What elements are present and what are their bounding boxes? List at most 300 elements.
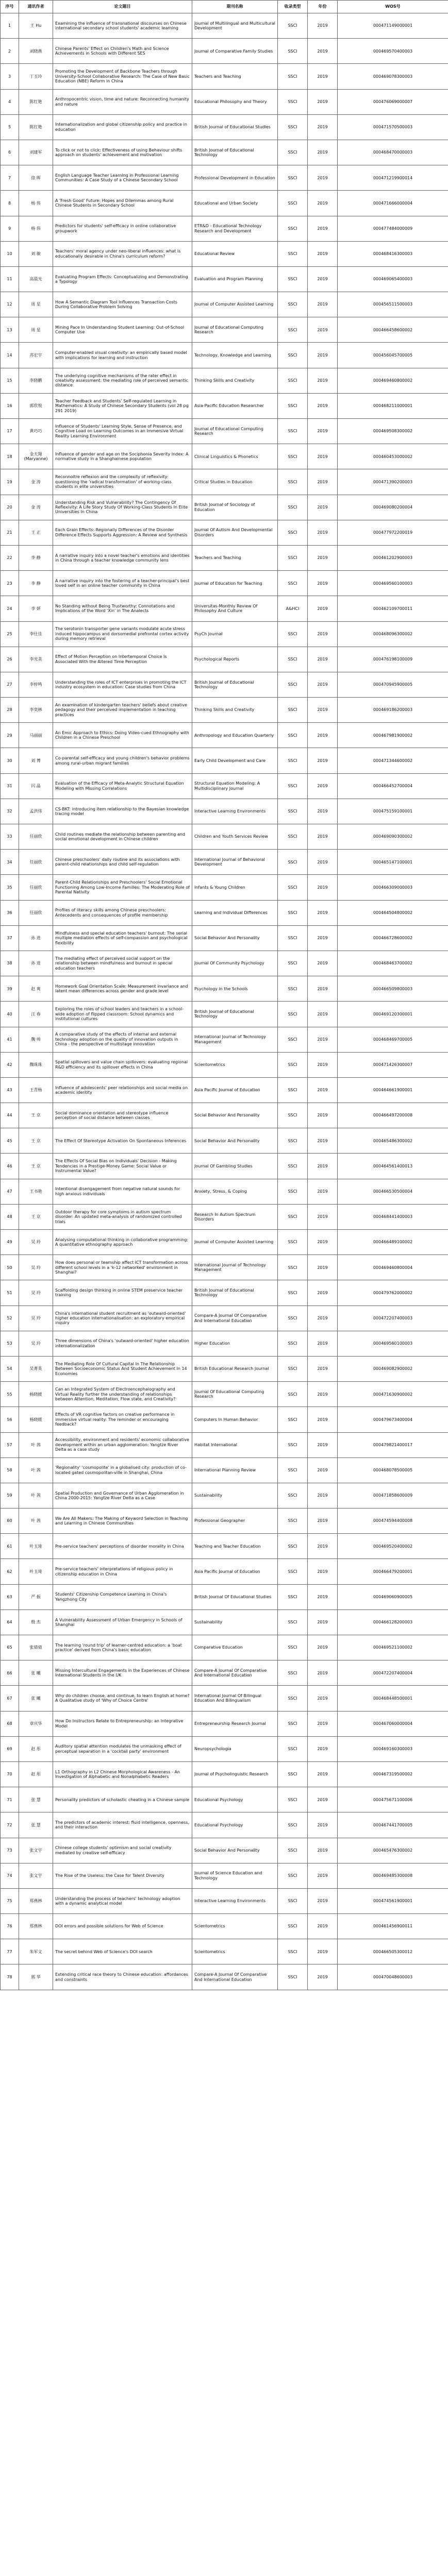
cell-no: 8: [1, 191, 19, 216]
cell-no: 9: [1, 216, 19, 241]
cell-year: 2019: [308, 1280, 338, 1306]
cell-journal: Journal of Psycholinguistic Research: [192, 1761, 278, 1787]
table-row: [1, 140, 448, 165]
cell-index: SSCI: [278, 495, 308, 520]
cell-journal: Professional Geographer: [192, 1509, 278, 1534]
cell-index: SSCI: [278, 191, 308, 216]
table-row: [1, 89, 448, 114]
table-row: [1, 1736, 448, 1761]
cell-wos: 000465486300002: [338, 1128, 448, 1154]
cell-no: 14: [1, 343, 19, 368]
cell-wos: 000470945900005: [338, 672, 448, 697]
cell-year: 2019: [308, 1483, 338, 1508]
cell-title: How does personal or teamship affect ICT transformation across different school levels in a 'k-12 networked' environment in Shanghai?: [53, 1255, 192, 1280]
cell-index: SSCI: [278, 1103, 308, 1128]
cell-wos: 000469460800002: [338, 368, 448, 393]
cell-index: SSCI: [278, 925, 308, 951]
cell-title: The mediating effect of perceived social support on the relationship between mindfulness and burnout in special education teachers: [53, 951, 192, 976]
cell-journal: Asia Pacific Journal of Education: [192, 1559, 278, 1584]
cell-journal: Interactive Learning Environments: [192, 799, 278, 824]
cell-journal: Educational Philosophy and Theory: [192, 89, 278, 114]
cell-index: SSCI: [278, 444, 308, 469]
table-row: [1, 444, 448, 469]
cell-year: 2019: [308, 191, 338, 216]
cell-wos: 000471149000001: [338, 13, 448, 39]
cell-no: 1: [1, 13, 19, 39]
cell-year: 2019: [308, 1711, 338, 1736]
cell-wos: 000468470000003: [338, 140, 448, 165]
cell-title: 'Regionality' 'cosmopolite' in a globalised city: production of co-located gated cosmopolitan-ville in Shanghai, China: [53, 1458, 192, 1483]
cell-author: 张 曦: [19, 1660, 53, 1686]
cell-index: SSCI: [278, 698, 308, 723]
cell-index: SSCI: [278, 1939, 308, 1964]
cell-title: Analysing computational thinking in collaborative programming: A quantitative ethnography approach: [53, 1230, 192, 1255]
cell-index: SSCI: [278, 241, 308, 266]
cell-author: 闪 晶: [19, 773, 53, 799]
cell-wos: 000464561400013: [338, 1154, 448, 1179]
cell-year: 2019: [308, 951, 338, 976]
cell-author: 吴 玲: [19, 1306, 53, 1331]
cell-no: 61: [1, 1534, 19, 1559]
cell-author: 叶 茜: [19, 1458, 53, 1483]
cell-journal: Journal of Multilingual and Multicultural Development: [192, 13, 278, 39]
cell-year: 2019: [308, 799, 338, 824]
cell-title: A comparative study of the effects of internal and external technology adoption on the quality of innovation outputs in China - the perspective of multistage innovation: [53, 1027, 192, 1052]
cell-wos: 000469080200004: [338, 495, 448, 520]
cell-year: 2019: [308, 1534, 338, 1559]
cell-year: 2019: [308, 1863, 338, 1888]
cell-index: SSCI: [278, 1002, 308, 1027]
table-row: [1, 1635, 448, 1660]
cell-journal: Educational and Urban Society: [192, 191, 278, 216]
cell-year: 2019: [308, 89, 338, 114]
cell-title: Social dominance orientation and stereotype influence perception of social distance between classes: [53, 1103, 192, 1128]
table-row: [1, 13, 448, 39]
cell-no: 7: [1, 165, 19, 191]
cell-year: 2019: [308, 900, 338, 925]
cell-year: 2019: [308, 824, 338, 850]
cell-wos: 000477972200019: [338, 520, 448, 545]
cell-title: Pre-service teachers' interpretations of religious policy in citizenship education in China: [53, 1559, 192, 1584]
cell-index: SSCI: [278, 1534, 308, 1559]
cell-title: Chinese college students' optimism and social creativity mediated by creative self-efficacy: [53, 1838, 192, 1863]
cell-title: Each Grain Effects: Regionally Differences of the Disorder Difference Effects Supports Aggression: A Review and Synthesis: [53, 520, 192, 545]
cell-year: 2019: [308, 571, 338, 596]
cell-no: 32: [1, 799, 19, 824]
cell-journal: Teachers and Teaching: [192, 545, 278, 570]
cell-author: 孟洪伟: [19, 799, 53, 824]
cell-journal: Social Behavior And Personality: [192, 1838, 278, 1863]
cell-wos: 000468416300003: [338, 241, 448, 266]
cell-journal: Thinking Skills and Creativity: [192, 698, 278, 723]
cell-wos: 000461202900003: [338, 545, 448, 570]
table-row: [1, 1077, 448, 1103]
cell-title: The learning 'round trip' of learner-centred education: a 'boat practice' derived from China's basic education: [53, 1635, 192, 1660]
table-row: [1, 723, 448, 748]
cell-wos: 000471858600009: [338, 1483, 448, 1508]
cell-journal: Clinical Linguistics & Phonetics: [192, 444, 278, 469]
cell-year: 2019: [308, 317, 338, 343]
cell-title: Personality predictors of scholastic cheating in a Chinese sample: [53, 1787, 192, 1812]
table-row: [1, 951, 448, 976]
cell-no: 55: [1, 1382, 19, 1407]
cell-year: 2019: [308, 1154, 338, 1179]
cell-wos: 000466309000003: [338, 875, 448, 900]
cell-no: 31: [1, 773, 19, 799]
cell-author: 任丽欣: [19, 824, 53, 850]
cell-title: Understanding the roles of ICT enterprises in promoting the ICT industry ecosystem in education: Case studies from China: [53, 672, 192, 697]
cell-author: 章庆华: [19, 1711, 53, 1736]
cell-author: 王 京: [19, 1154, 53, 1179]
table-row: [1, 191, 448, 216]
cell-title: Influence of Students' Learning Style, Sense of Presence, and Cognitive Load on Learning Outcomes in an Immersive Virtual Reality Learning Environment: [53, 419, 192, 444]
cell-wos: 000475671100006: [338, 1787, 448, 1812]
table-row: [1, 1458, 448, 1483]
cell-wos: 000456511500003: [338, 292, 448, 317]
cell-wos: 000471344600002: [338, 748, 448, 773]
table-row: [1, 571, 448, 596]
cell-no: 19: [1, 469, 19, 495]
cell-no: 68: [1, 1711, 19, 1736]
cell-journal: Teaching and Teacher Education: [192, 1534, 278, 1559]
cell-author: 杨 伟: [19, 191, 53, 216]
cell-year: 2019: [308, 1812, 338, 1838]
cell-no: 45: [1, 1128, 19, 1154]
cell-year: 2019: [308, 596, 338, 621]
cell-no: 47: [1, 1179, 19, 1204]
table-row: [1, 1686, 448, 1711]
cell-title: Evaluating Program Effects: Conceptualizing and Demonstrating a Typology: [53, 266, 192, 292]
table-row: [1, 1711, 448, 1736]
cell-no: 76: [1, 1914, 19, 1939]
table-row: [1, 925, 448, 951]
cell-title: Effects of VR cognitive factors on creative performance in immersive virtual reality: The reminder or encouraging feedback?: [53, 1407, 192, 1432]
cell-no: 10: [1, 241, 19, 266]
cell-year: 2019: [308, 343, 338, 368]
cell-wos: 000471390200003: [338, 469, 448, 495]
cell-year: 2019: [308, 1964, 338, 1990]
cell-year: 2019: [308, 1761, 338, 1787]
cell-year: 2019: [308, 13, 338, 39]
cell-year: 2019: [308, 469, 338, 495]
cell-no: 24: [1, 596, 19, 621]
cell-title: Computer-enabled visual creativity: an empirically based model with implications for learning and instruction: [53, 343, 192, 368]
table-row: [1, 495, 448, 520]
cell-author: 王 正: [19, 520, 53, 545]
cell-journal: Interactive Learning Environments: [192, 1888, 278, 1913]
cell-index: SSCI: [278, 216, 308, 241]
cell-title: Can an Integrated System of Electroencephalography and Virtual Reality further the understanding of relationships between Attention, Meditation, Flow state, and Creativity?: [53, 1382, 192, 1407]
cell-no: 3: [1, 64, 19, 89]
cell-wos: 000466728600002: [338, 925, 448, 951]
cell-author: 任丽欣: [19, 850, 53, 875]
cell-author: 魏珠珠: [19, 1052, 53, 1077]
cell-year: 2019: [308, 1838, 338, 1863]
cell-author: 张 慧: [19, 1812, 53, 1838]
cell-journal: Asia Pacific Journal of Education: [192, 1077, 278, 1103]
cell-author: 孙 进: [19, 925, 53, 951]
cell-author: 张文宇: [19, 1838, 53, 1863]
table-row: [1, 1888, 448, 1913]
cell-journal: Professional Development in Education: [192, 165, 278, 191]
cell-no: 62: [1, 1559, 19, 1584]
cell-title: Scaffolding design thinking in online STEM preservice teacher training: [53, 1280, 192, 1306]
cell-journal: Journal of Comparative Family Studies: [192, 39, 278, 64]
cell-wos: 000466128200003: [338, 1609, 448, 1635]
cell-index: SSCI: [278, 1458, 308, 1483]
cell-no: 78: [1, 1964, 19, 1990]
cell-author: 吴 玲: [19, 1280, 53, 1306]
table-row: [1, 1559, 448, 1584]
cell-wos: 000469520400002: [338, 1534, 448, 1559]
table-row: [1, 621, 448, 647]
cell-index: SSCI: [278, 647, 308, 672]
table-row: [1, 343, 448, 368]
cell-index: SSCI: [278, 1559, 308, 1584]
cell-wos: 000469078300003: [338, 64, 448, 89]
cell-no: 49: [1, 1230, 19, 1255]
cell-year: 2019: [308, 1306, 338, 1331]
cell-index: SSCI: [278, 875, 308, 900]
table-row: [1, 773, 448, 799]
cell-year: 2019: [308, 444, 338, 469]
cell-author: 赵 爽: [19, 976, 53, 1002]
cell-journal: Psychology in the Schools: [192, 976, 278, 1002]
cell-index: SSCI: [278, 1838, 308, 1863]
cell-index: SSCI: [278, 1331, 308, 1356]
cell-wos: 000469560100003: [338, 1331, 448, 1356]
cell-title: Pre-service teachers' perceptions of disorder morality in China: [53, 1534, 192, 1559]
cell-year: 2019: [308, 1052, 338, 1077]
cell-no: 64: [1, 1609, 19, 1635]
cell-wos: 000479821400017: [338, 1432, 448, 1458]
cell-author: 刘 博: [19, 748, 53, 773]
table-row: [1, 292, 448, 317]
cell-index: SSCI: [278, 1280, 308, 1306]
cell-author: 汪 春: [19, 1002, 53, 1027]
cell-index: SSCI: [278, 1407, 308, 1432]
cell-author: 丁玉玲: [19, 64, 53, 89]
cell-journal: British Journal of Educational Technology: [192, 140, 278, 165]
cell-author: 王青杨: [19, 1077, 53, 1103]
cell-author: 黄巧巧: [19, 419, 53, 444]
table-row: [1, 900, 448, 925]
cell-title: Three dimensions of China's 'outward-oriented' higher education internationalization: [53, 1331, 192, 1356]
cell-journal: Compare-A Journal Of Comparative And International Education: [192, 1306, 278, 1331]
cell-index: SSCI: [278, 1052, 308, 1077]
cell-index: SSCI: [278, 1914, 308, 1939]
table-row: [1, 39, 448, 64]
table-row: [1, 1002, 448, 1027]
cell-author: 郭 华: [19, 1964, 53, 1990]
table-row: [1, 1230, 448, 1255]
cell-author: 孙 进: [19, 951, 53, 976]
cell-wos: 000471426300007: [338, 1052, 448, 1077]
cell-no: 36: [1, 900, 19, 925]
header-journal: 期刊名称: [192, 1, 278, 13]
cell-no: 27: [1, 672, 19, 697]
cell-no: 4: [1, 89, 19, 114]
cell-journal: Compare-A Journal Of Comparative And International Education: [192, 1660, 278, 1686]
cell-no: 34: [1, 850, 19, 875]
cell-no: 65: [1, 1635, 19, 1660]
cell-title: Promoting the Development of Backbone Teachers through University-School Collaborative Research: The Case of New Basic Education (NBE) Reform in China: [53, 64, 192, 89]
cell-wos: 000469120300001: [338, 1002, 448, 1027]
table-row: [1, 647, 448, 672]
cell-wos: 000469082900002: [338, 1356, 448, 1381]
cell-journal: British Journal Of Educational Studies: [192, 1584, 278, 1609]
cell-wos: 000474594400008: [338, 1509, 448, 1534]
cell-index: SSCI: [278, 748, 308, 773]
cell-journal: British Journal of Educational Technology: [192, 1002, 278, 1027]
cell-author: 郑燕林: [19, 1914, 53, 1939]
cell-year: 2019: [308, 1002, 338, 1027]
cell-author: 李仕佳: [19, 621, 53, 647]
table-row: [1, 545, 448, 570]
cell-wos: 000469485300008: [338, 1863, 448, 1888]
cell-index: SSCI: [278, 1863, 308, 1888]
cell-index: SSCI: [278, 1077, 308, 1103]
cell-journal: Neuropsychologia: [192, 1736, 278, 1761]
cell-wos: 000469160300003: [338, 1736, 448, 1761]
cell-author: 周 星: [19, 292, 53, 317]
cell-author: 张文宇: [19, 1863, 53, 1888]
header-author: 通讯作者: [19, 1, 53, 13]
cell-journal: Social Behavior And Personality: [192, 925, 278, 951]
cell-journal: ETR&D - Educational Technology Research and Development: [192, 216, 278, 241]
cell-journal: Universitas-Monthly Review Of Philosophy And Culture: [192, 596, 278, 621]
cell-no: 50: [1, 1255, 19, 1280]
table-row: [1, 266, 448, 292]
cell-no: 71: [1, 1787, 19, 1812]
cell-title: The underlying cognitive mechanisms of the rater effect in creativity assessment: the mediating role of perceived semantic distance: [53, 368, 192, 393]
cell-wos: 000468463700002: [338, 951, 448, 976]
cell-title: The Rise of the Useless: the Case for Talent Diversity: [53, 1863, 192, 1888]
cell-author: 陈红艳: [19, 114, 53, 140]
cell-author: 刘晓燕: [19, 39, 53, 64]
cell-title: Anthropocentric vision, time and nature: Reconnecting humanity and nature: [53, 89, 192, 114]
cell-title: The Effects Of Social Bias on Individuals' Decision - Making Tendencies in a Prestige-Money Game: Social Value or Instrumental Value?: [53, 1154, 192, 1179]
cell-index: SSCI: [278, 621, 308, 647]
cell-no: 60: [1, 1509, 19, 1534]
cell-index: SSCI: [278, 317, 308, 343]
cell-journal: Compare-A Journal Of Comparative And International Education: [192, 1964, 278, 1990]
cell-journal: Children and Youth Services Review: [192, 824, 278, 850]
cell-year: 2019: [308, 1331, 338, 1356]
cell-title: Spatial spillovers and value chain spillovers: evaluating regional R&D efficiency and its spillover effects in China: [53, 1052, 192, 1077]
cell-title: CS-BKT: introducing item relationship to the Bayesian knowledge tracing model: [53, 799, 192, 824]
cell-journal: Social Behavior And Personality: [192, 1103, 278, 1128]
cell-title: Evaluation of the Efficacy of Meta-Analytic Structural Equation Modeling with Missing Correlations: [53, 773, 192, 799]
cell-year: 2019: [308, 39, 338, 64]
cell-no: 42: [1, 1052, 19, 1077]
cell-no: 52: [1, 1306, 19, 1331]
cell-author: 殷 杰: [19, 1609, 53, 1635]
cell-year: 2019: [308, 140, 338, 165]
cell-no: 75: [1, 1888, 19, 1913]
cell-index: SSCI: [278, 64, 308, 89]
cell-title: Co-parental self-efficacy and young children's behavior problems among rural-urban migrant families: [53, 748, 192, 773]
table-row: [1, 1660, 448, 1686]
cell-journal: Evaluation and Program Planning: [192, 266, 278, 292]
cell-index: SSCI: [278, 1027, 308, 1052]
table-row: [1, 698, 448, 723]
cell-journal: Scientometrics: [192, 1052, 278, 1077]
cell-journal: Comparative Education: [192, 1635, 278, 1660]
cell-author: 吴 玲: [19, 1331, 53, 1356]
table-row: [1, 1838, 448, 1863]
cell-wos: 000456045700005: [338, 343, 448, 368]
cell-author: 李 静: [19, 545, 53, 570]
cell-title: Chinese preschoolers' daily routine and its associations with parent-child relationships and child self-regulation: [53, 850, 192, 875]
cell-journal: Sustainability: [192, 1609, 278, 1635]
cell-year: 2019: [308, 1509, 338, 1534]
cell-wos: 000467060000004: [338, 1711, 448, 1736]
cell-author: 张 曦: [19, 1686, 53, 1711]
cell-index: SSCI: [278, 1635, 308, 1660]
cell-index: SSCI: [278, 545, 308, 570]
cell-journal: Educational Psychology: [192, 1812, 278, 1838]
cell-year: 2019: [308, 1888, 338, 1913]
cell-wos: 000466530500004: [338, 1179, 448, 1204]
cell-wos: 000469570400003: [338, 39, 448, 64]
cell-no: 13: [1, 317, 19, 343]
cell-index: SSCI: [278, 1255, 308, 1280]
cell-wos: 000467981900002: [338, 723, 448, 748]
cell-no: 25: [1, 621, 19, 647]
cell-no: 46: [1, 1154, 19, 1179]
cell-no: 5: [1, 114, 19, 140]
cell-index: SSCI: [278, 799, 308, 824]
cell-author: 赵 彤: [19, 1736, 53, 1761]
cell-wos: 000471630900002: [338, 1382, 448, 1407]
cell-journal: Critical Studies in Education: [192, 469, 278, 495]
table-row: [1, 1787, 448, 1812]
cell-index: SSCI: [278, 13, 308, 39]
cell-title: Chinese Parents' Effect on Children's Math and Science Achievements in Schools with Different SES: [53, 39, 192, 64]
cell-wos: 000471219900014: [338, 165, 448, 191]
cell-journal: Journal of Educational Computing Research: [192, 419, 278, 444]
cell-wos: 000460453000002: [338, 444, 448, 469]
cell-wos: 000469508300002: [338, 419, 448, 444]
cell-author: 李梓鸣: [19, 672, 53, 697]
cell-year: 2019: [308, 1356, 338, 1381]
table-row: [1, 1964, 448, 1990]
table-row: [1, 1280, 448, 1306]
cell-author: 叶 茜: [19, 1483, 53, 1508]
table-row: [1, 1255, 448, 1280]
cell-index: SSCI: [278, 1128, 308, 1154]
cell-author: 叶 茜: [19, 1509, 53, 1534]
cell-title: Exploring the roles of school leaders and teachers in a school-wide adoption of flipped classroom: School dynamics and institutional cultures: [53, 1002, 192, 1027]
cell-author: 杨晓媛: [19, 1407, 53, 1432]
cell-journal: Journal Of Community Psychology: [192, 951, 278, 976]
cell-author: 徐 晖: [19, 165, 53, 191]
cell-year: 2019: [308, 1382, 338, 1407]
cell-author: 王 京: [19, 1204, 53, 1229]
cell-no: 29: [1, 723, 19, 748]
cell-title: Outdoor therapy for core symptoms in autism spectrum disorder: An updated meta-analysis of randomized controlled trials: [53, 1204, 192, 1229]
cell-journal: International Journal of Technology Management: [192, 1027, 278, 1052]
cell-author: 李光美: [19, 647, 53, 672]
cell-index: SSCI: [278, 1812, 308, 1838]
table-row: [1, 1534, 448, 1559]
cell-year: 2019: [308, 292, 338, 317]
cell-no: 37: [1, 925, 19, 951]
cell-journal: Computers In Human Behavior: [192, 1407, 278, 1432]
cell-author: 朱军文: [19, 1939, 53, 1964]
cell-author: 王 京: [19, 1103, 53, 1128]
